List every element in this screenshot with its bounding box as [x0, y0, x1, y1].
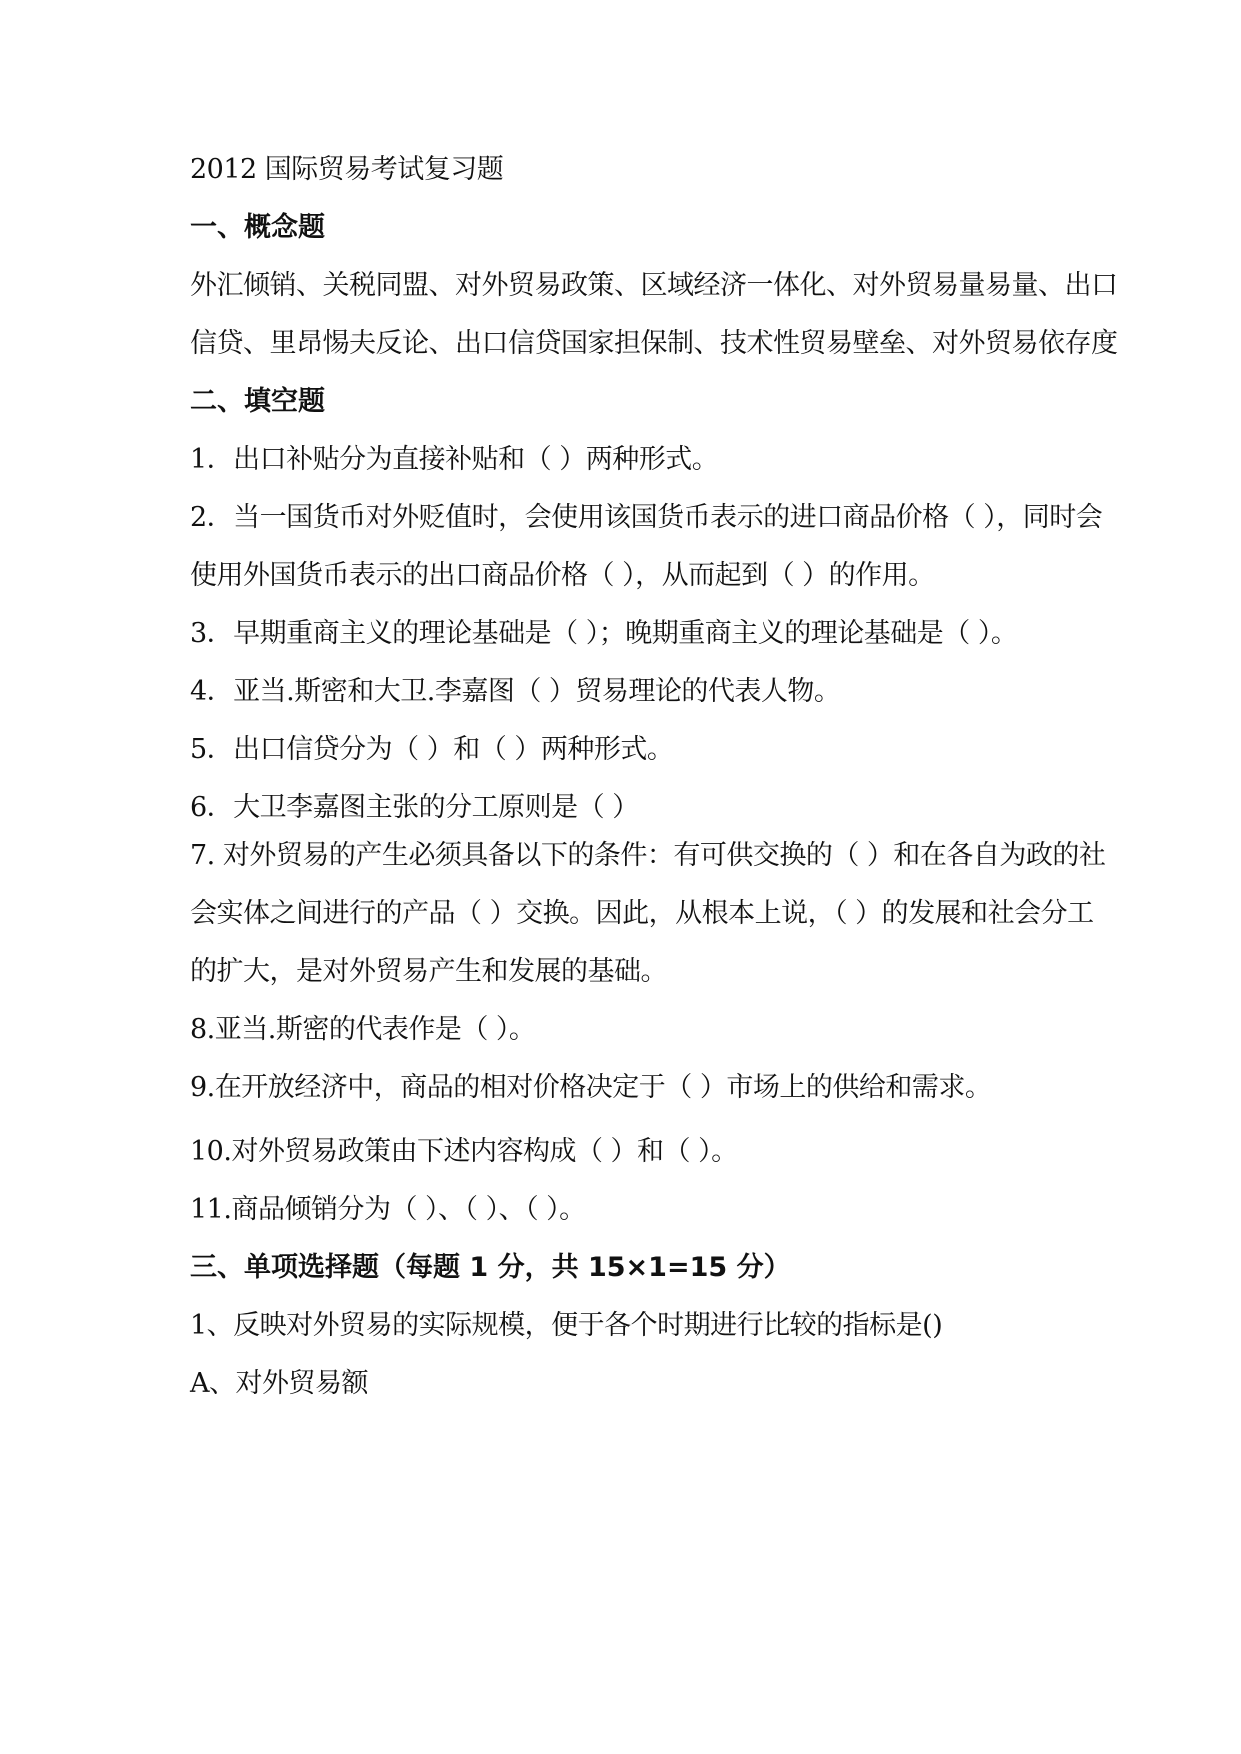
fill-in-line-4: 3．早期重商主义的理论基础是（ ）；晚期重商主义的理论基础是（ ）。	[190, 618, 1018, 649]
fill-in-line-5: 4．亚当.斯密和大卫.李嘉图（ ）贸易理论的代表人物。	[190, 676, 841, 707]
single-choice-line-2: A、对外贸易额	[190, 1368, 368, 1399]
fill-in-line-8: 7. 对外贸易的产生必须具备以下的条件：有可供交换的（ ）和在各自为政的社	[190, 840, 1106, 871]
concepts-line-1: 外汇倾销、关税同盟、对外贸易政策、区域经济一体化、对外贸易量易量、出口	[190, 270, 1118, 301]
fill-in-line-6: 5．出口信贷分为（ ）和（ ）两种形式。	[190, 734, 674, 765]
fill-in-line-9: 会实体之间进行的产品（ ）交换。因此，从根本上说，（ ）的发展和社会分工	[190, 898, 1094, 929]
concepts-line-2: 信贷、里昂惕夫反论、出口信贷国家担保制、技术性贸易壁垒、对外贸易依存度	[190, 328, 1118, 359]
fill-in-line-2: 2．当一国货币对外贬值时，会使用该国货币表示的进口商品价格（ ），同时会	[190, 502, 1103, 533]
fill-in-line-7: 6．大卫李嘉图主张的分工原则是（ ）	[190, 792, 639, 823]
single-choice-line-1: 1、反映对外贸易的实际规模，便于各个时期进行比较的指标是()	[190, 1310, 943, 1341]
section-heading-fill-in: 二、填空题	[190, 386, 325, 417]
fill-in-line-13: 10.对外贸易政策由下述内容构成（ ）和（ ）。	[190, 1136, 738, 1167]
fill-in-line-12: 9.在开放经济中，商品的相对价格决定于（ ）市场上的供给和需求。	[190, 1072, 992, 1103]
fill-in-line-14: 11.商品倾销分为（ ）、（ ）、（ ）。	[190, 1194, 586, 1225]
fill-in-line-10: 的扩大，是对外贸易产生和发展的基础。	[190, 956, 667, 987]
section-heading-single-choice: 三、单项选择题（每题 1 分，共 15×1=15 分）	[190, 1252, 791, 1283]
fill-in-line-1: 1．出口补贴分为直接补贴和（ ）两种形式。	[190, 444, 719, 475]
fill-in-line-3: 使用外国货币表示的出口商品价格（ ），从而起到（ ）的作用。	[190, 560, 935, 591]
document-title: 2012 国际贸易考试复习题	[190, 154, 504, 185]
section-heading-concepts: 一、概念题	[190, 212, 325, 243]
fill-in-line-11: 8.亚当.斯密的代表作是（ ）。	[190, 1014, 536, 1045]
